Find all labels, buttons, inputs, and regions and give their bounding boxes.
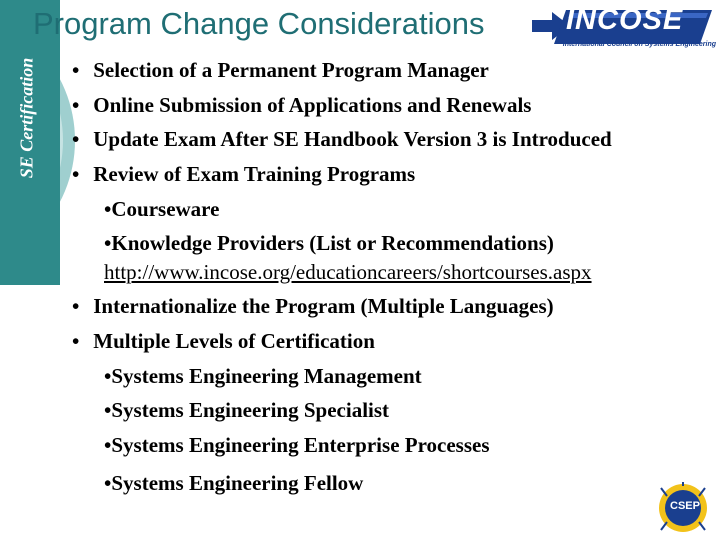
- sub-bullet-text: Systems Engineering Specialist: [111, 398, 390, 422]
- bullet-glyph: •: [72, 127, 80, 151]
- sub-bullet-text: Systems Engineering Fellow: [111, 471, 364, 495]
- bullet-text: Multiple Levels of Certification: [93, 329, 375, 353]
- bullet-item: [72, 57, 489, 83]
- sub-bullet-glyph: •: [104, 398, 112, 422]
- sub-bullet-text: Systems Engineering Management: [111, 364, 422, 388]
- sub-bullet-item: [104, 363, 422, 389]
- bullet-text: Online Submission of Applications and Renewals: [93, 93, 532, 117]
- bullet-item: [72, 293, 554, 319]
- logo-name: INCOSE: [566, 4, 684, 36]
- sidebar-label: SE Certification: [16, 57, 37, 179]
- bullet-glyph: •: [72, 162, 80, 186]
- sub-bullet-item: [104, 196, 219, 222]
- bullet-text: Update Exam After SE Handbook Version 3 is Introduced: [93, 127, 612, 151]
- sub-bullet-item: [104, 432, 490, 458]
- sub-bullet-glyph: •: [104, 471, 112, 495]
- sub-bullet-item: [104, 397, 389, 423]
- bullet-item: [72, 92, 531, 118]
- logo-subtitle: International Council on Systems Engineering: [562, 41, 716, 48]
- sub-bullet-glyph: •: [104, 231, 112, 255]
- sub-bullet-text: Courseware: [111, 197, 220, 221]
- sub-bullet-text: Systems Engineering Enterprise Processes: [111, 433, 490, 457]
- sub-bullet-item: [104, 230, 554, 256]
- badge-label: CSEP: [670, 500, 700, 512]
- slide-title: Program Change Considerations: [33, 6, 485, 41]
- bullet-item: [72, 161, 415, 187]
- bullet-glyph: •: [72, 58, 80, 82]
- bullet-item: [72, 328, 375, 354]
- bullet-glyph: •: [72, 294, 80, 318]
- sub-bullet-link-row: [104, 259, 592, 285]
- bullet-text: Selection of a Permanent Program Manager: [93, 58, 489, 82]
- bullet-item: [72, 126, 612, 152]
- bullet-text: Review of Exam Training Programs: [93, 162, 416, 186]
- bullet-glyph: •: [72, 329, 80, 353]
- sub-bullet-glyph: •: [104, 364, 112, 388]
- bullet-glyph: •: [72, 93, 80, 117]
- sub-bullet-glyph: •: [104, 197, 112, 221]
- sub-bullet-text: Knowledge Providers (List or Recommendations): [111, 231, 554, 255]
- shortcourses-link[interactable]: http://www.incose.org/educationcareers/shortcourses.aspx: [104, 260, 592, 284]
- sub-bullet-glyph: •: [104, 433, 112, 457]
- sub-bullet-item: [104, 470, 363, 496]
- bullet-text: Internationalize the Program (Multiple Languages): [93, 294, 554, 318]
